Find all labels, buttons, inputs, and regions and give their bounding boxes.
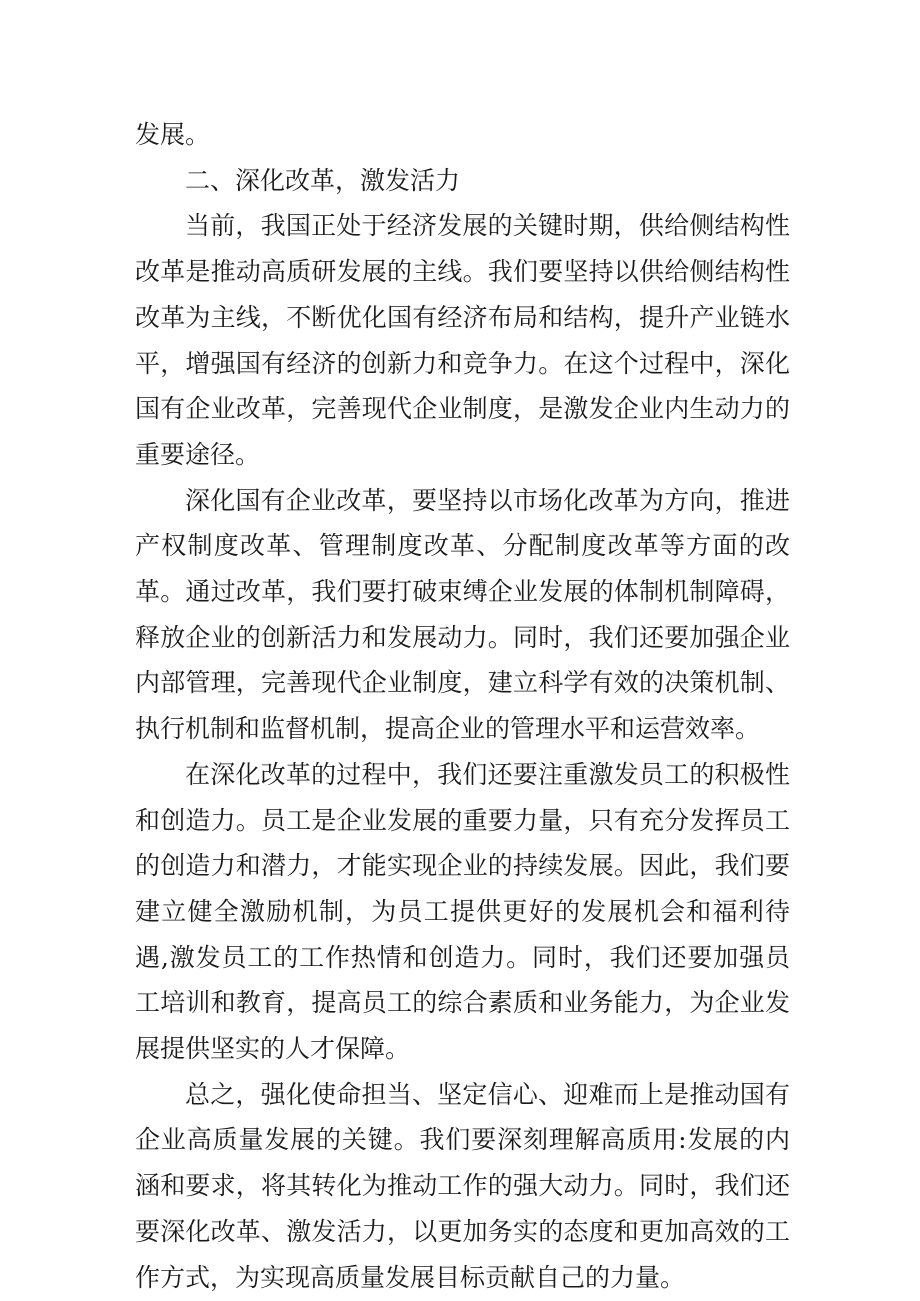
- paragraph: 当前，我国正处于经济发展的关键时期，供给侧结构性改革是推动高质研发展的主线。我们要坚持以供给侧结构性改革为主线，不断优化国有经济布局和结构，提升产业链水平，增强国有经济的创新力和竞争力。在这个过程中，深化国有企业改革，完善现代企业制度，是激发企业内生动力的重要途径。: [135, 211, 790, 469]
- paragraph: 在深化改革的过程中，我们还要注重激发员工的积极性和创造力。员工是企业发展的重要力量，只有充分发挥员工的创造力和潜力，才能实现企业的持续发展。因此，我们要建立健全激励机制，为员工提供更好的发展机会和福利待遇,激发员工的工作热情和创造力。同时，我们还要加强员工培训和教育，提高员工的综合素质和业务能力，为企业发展提供坚实的人才保障。: [135, 759, 790, 1064]
- section-heading: 二、深化改革，激发活力: [185, 165, 461, 195]
- paragraph: 深化国有企业改革，要坚持以市场化改革为方向，推进产权制度改革、管理制度改革、分配制度改革等方面的改革。通过改革，我们要打破束缚企业发展的体制机制障碍，释放企业的创新活力和发展动力。同时，我们还要加强企业内部管理，完善现代企业制度，建立科学有效的决策机制、执行机制和监督机制，提高企业的管理水平和运营效率。: [135, 485, 790, 744]
- paragraph: 总之，强化使命担当、坚定信心、迎难而上是推动国有企业高质量发展的关键。我们要深刻理解高质用:发展的内涵和要求，将其转化为推动工作的强大动力。同时，我们还要深化改革、激发活力，以更加务实的态度和更加高效的工作方式，为实现高质量发展目标贡献自己的力量。: [135, 1079, 790, 1292]
- paragraph-continuation: 发展。: [135, 120, 211, 149]
- document-body: [135, 112, 790, 1300]
